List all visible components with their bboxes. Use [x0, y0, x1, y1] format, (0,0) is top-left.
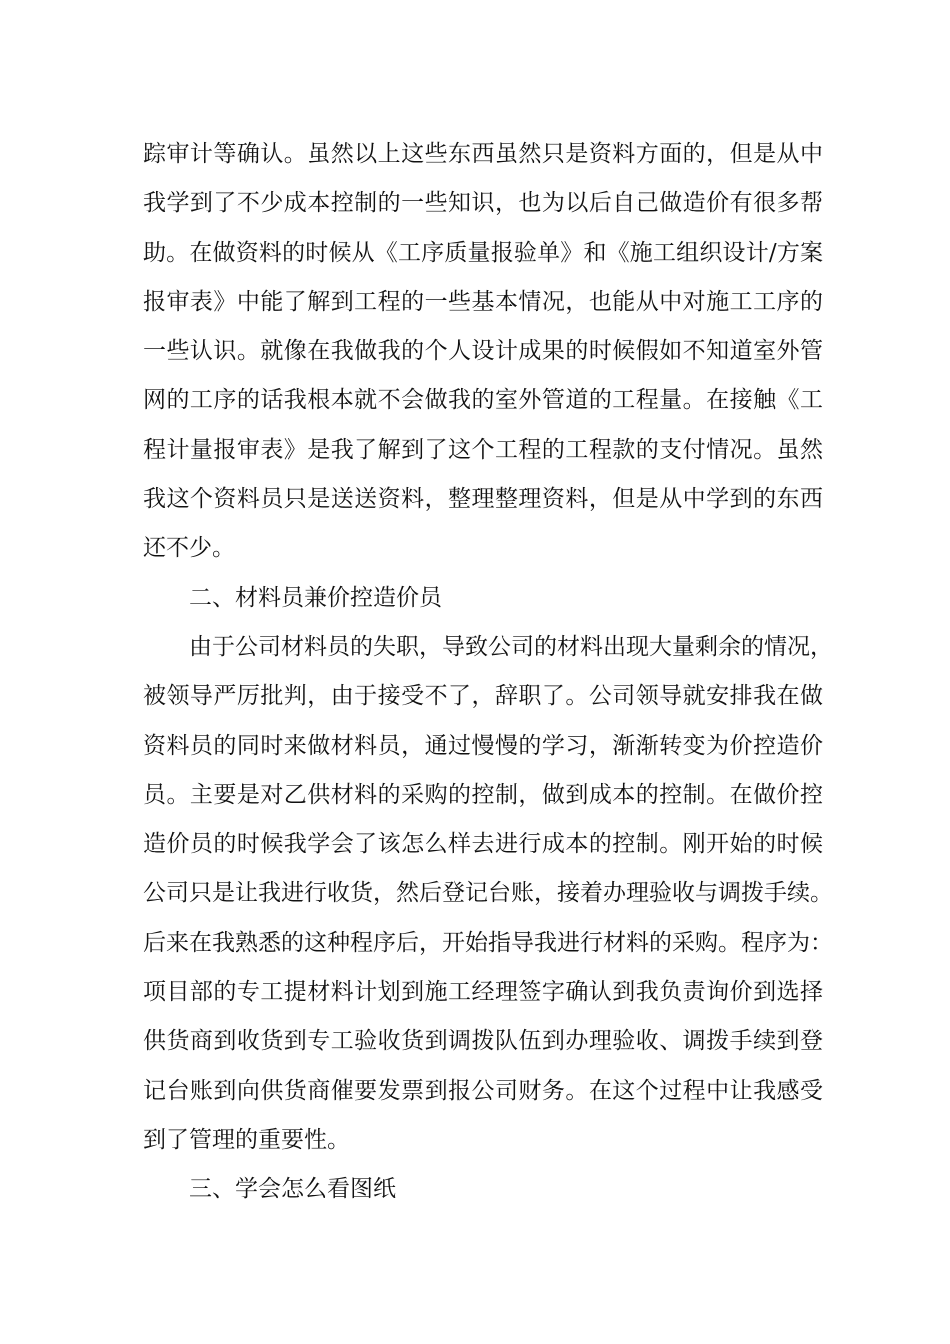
- paragraph-1-line-2: 我学到了不少成本控制的一些知识，也为以后自己做造价有很多帮: [143, 190, 823, 217]
- section-heading-drawings: 三、学会怎么看图纸: [189, 1176, 396, 1203]
- paragraph-1-line-6: 网的工序的话我根本就不会做我的室外管道的工程量。在接触《工: [143, 387, 823, 414]
- paragraph-1-line-1: 踪审计等确认。虽然以上这些东西虽然只是资料方面的，但是从中: [143, 141, 823, 167]
- paragraph-3-line-9: 供货商到收货到专工验收货到调拨队伍到办理验收、调拨手续到登: [143, 1028, 823, 1055]
- section-heading-materials: 二、材料员兼价控造价员: [189, 584, 442, 611]
- paragraph-1-line-8: 我这个资料员只是送送资料，整理整理资料，但是从中学到的东西: [143, 486, 823, 513]
- paragraph-3-line-7: 后来在我熟悉的这种程序后，开始指导我进行材料的采购。程序为：: [143, 929, 833, 956]
- paragraph-1-line-3: 助。在做资料的时候从《工序质量报验单》和《施工组织设计/方案: [143, 239, 823, 266]
- paragraph-3-line-1: 由于公司材料员的失职，导致公司的材料出现大量剩余的情况，: [189, 633, 833, 660]
- paragraph-3-line-3: 资料员的同时来做材料员，通过慢慢的学习，渐渐转变为价控造价: [143, 732, 823, 759]
- paragraph-1-line-9: 还不少。: [143, 535, 235, 562]
- paragraph-1-line-7: 程计量报审表》是我了解到了这个工程的工程款的支付情况。虽然: [143, 436, 823, 463]
- paragraph-3-line-11: 到了管理的重要性。: [143, 1126, 350, 1153]
- paragraph-3-line-8: 项目部的专工提材料计划到施工经理签字确认到我负责询价到选择: [143, 979, 823, 1006]
- paragraph-3-line-2: 被领导严厉批判，由于接受不了，辞职了。公司领导就安排我在做: [143, 683, 823, 710]
- paragraph-1-line-5: 一些认识。就像在我做我的个人设计成果的时候假如不知道室外管: [143, 338, 823, 365]
- paragraph-3-line-6: 公司只是让我进行收货，然后登记台账，接着办理验收与调拨手续。: [143, 880, 833, 907]
- paragraph-3-line-5: 造价员的时候我学会了该怎么样去进行成本的控制。刚开始的时候: [143, 831, 823, 858]
- paragraph-3-line-4: 员。主要是对乙供材料的采购的控制，做到成本的控制。在做价控: [143, 781, 823, 808]
- paragraph-3-line-10: 记台账到向供货商催要发票到报公司财务。在这个过程中让我感受: [143, 1077, 823, 1104]
- document-body: [143, 130, 833, 1215]
- paragraph-1-line-4: 报审表》中能了解到工程的一些基本情况，也能从中对施工工序的: [143, 288, 823, 315]
